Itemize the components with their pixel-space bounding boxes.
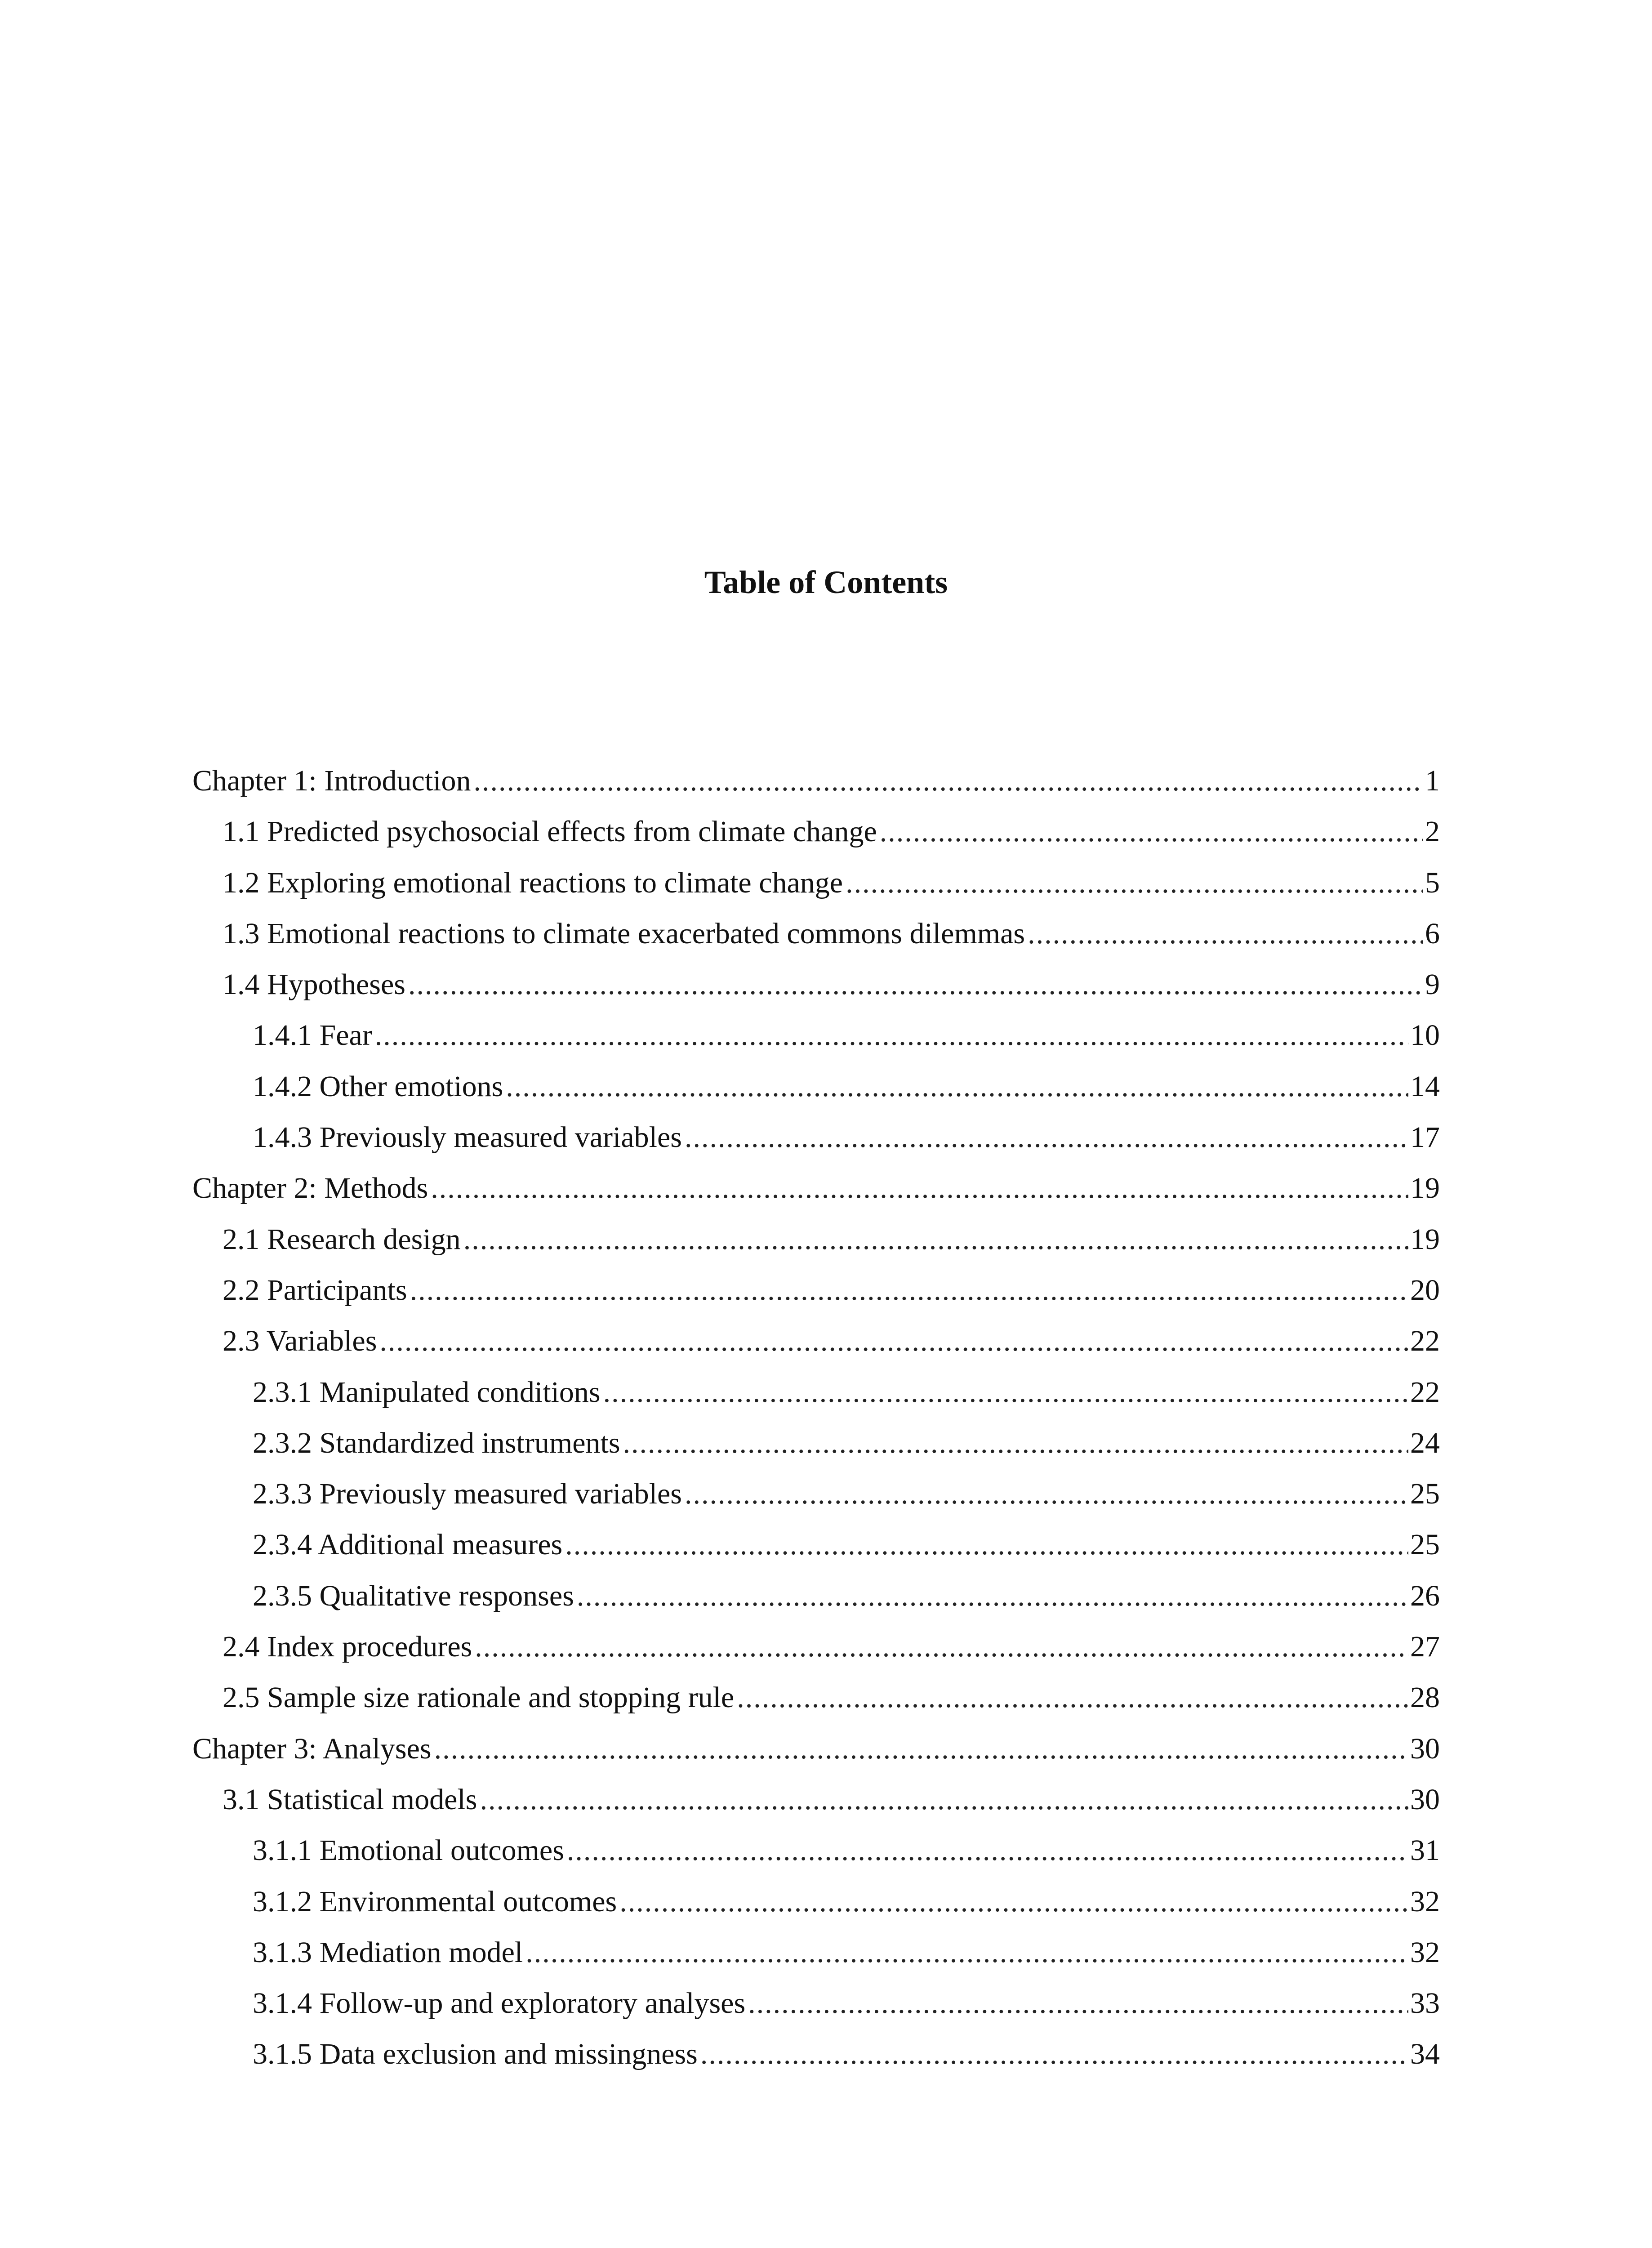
- dot-leader: [737, 1672, 1408, 1723]
- dot-leader: [565, 1519, 1408, 1570]
- toc-entry-page-number: 34: [1410, 2038, 1440, 2071]
- dot-leader: [1028, 908, 1423, 959]
- toc-entry-label: 3.1.5 Data exclusion and missingness: [253, 2038, 698, 2071]
- toc-entry-label: 1.4.2 Other emotions: [253, 1070, 503, 1103]
- toc-entry: [192, 755, 1440, 806]
- dot-leader: [685, 1468, 1408, 1519]
- toc-entry-page-number: 31: [1410, 1834, 1440, 1867]
- toc-entry: [192, 1876, 1440, 1927]
- dot-leader: [685, 1112, 1408, 1163]
- toc-entry-page-number: 30: [1410, 1783, 1440, 1816]
- toc-entry-label: 2.3.2 Standardized instruments: [253, 1426, 620, 1459]
- toc-entry-label: 1.3 Emotional reactions to climate exacerbated commons dilemmas: [223, 917, 1025, 950]
- toc-entry-label: 3.1.4 Follow-up and exploratory analyses: [253, 1987, 746, 2020]
- toc-entry-page-number: 22: [1410, 1325, 1440, 1358]
- toc-entry-page-number: 17: [1410, 1121, 1440, 1154]
- dot-leader: [506, 1061, 1408, 1112]
- toc-entry: [192, 1214, 1440, 1265]
- toc-entry-label: 2.3.4 Additional measures: [253, 1528, 563, 1561]
- toc-entry-page-number: 20: [1410, 1273, 1440, 1307]
- toc-entry-label: 1.4.3 Previously measured variables: [253, 1121, 682, 1154]
- toc-entry-page-number: 33: [1410, 1987, 1440, 2020]
- dot-leader: [434, 1723, 1408, 1774]
- toc-entry-page-number: 19: [1410, 1222, 1440, 1256]
- toc-entry: [192, 1316, 1440, 1366]
- toc-entry-label: 3.1.1 Emotional outcomes: [253, 1834, 564, 1867]
- toc-entry: [192, 1418, 1440, 1468]
- dot-leader: [700, 2029, 1408, 2079]
- toc-entry: [192, 1265, 1440, 1316]
- toc-entry-label: Chapter 3: Analyses: [192, 1732, 432, 1765]
- toc-entry-page-number: 25: [1410, 1477, 1440, 1511]
- dot-leader: [525, 1927, 1408, 1978]
- toc-entry: [192, 1570, 1440, 1621]
- toc-entry: [192, 1621, 1440, 1672]
- dot-leader: [410, 1265, 1408, 1316]
- toc-entry-page-number: 25: [1410, 1528, 1440, 1561]
- toc-entry-page-number: 19: [1410, 1172, 1440, 1205]
- toc-entry: [192, 1112, 1440, 1163]
- toc-entry-page-number: 5: [1425, 866, 1440, 899]
- dot-leader: [480, 1774, 1408, 1825]
- toc-entry-label: 2.4 Index procedures: [223, 1630, 472, 1664]
- toc-entry-page-number: 27: [1410, 1630, 1440, 1664]
- toc-list: [192, 755, 1440, 2080]
- toc-entry: [192, 1978, 1440, 2029]
- dot-leader: [475, 1621, 1408, 1672]
- toc-entry-page-number: 32: [1410, 1936, 1440, 1969]
- toc-entry-label: 1.4.1 Fear: [253, 1019, 372, 1052]
- dot-leader: [379, 1316, 1408, 1366]
- toc-entry-label: Chapter 2: Methods: [192, 1172, 428, 1205]
- toc-entry-page-number: 9: [1425, 968, 1440, 1001]
- toc-entry-label: 2.3.3 Previously measured variables: [253, 1477, 682, 1511]
- dot-leader: [619, 1876, 1408, 1927]
- toc-entry-label: 3.1.3 Mediation model: [253, 1936, 523, 1969]
- page-title: Table of Contents: [704, 564, 948, 600]
- toc-entry-label: Chapter 1: Introduction: [192, 764, 471, 797]
- toc-entry-page-number: 26: [1410, 1579, 1440, 1612]
- toc-entry: [192, 857, 1440, 908]
- dot-leader: [408, 959, 1423, 1010]
- toc-entry: [192, 806, 1440, 857]
- dot-leader: [463, 1214, 1408, 1265]
- toc-entry-page-number: 10: [1410, 1019, 1440, 1052]
- toc-entry-label: 3.1 Statistical models: [223, 1783, 477, 1816]
- toc-entry: [192, 1519, 1440, 1570]
- toc-entry-page-number: 32: [1410, 1885, 1440, 1918]
- toc-entry: [192, 959, 1440, 1010]
- toc-entry-label: 2.1 Research design: [223, 1222, 461, 1256]
- dot-leader: [880, 806, 1423, 857]
- toc-entry-label: 2.3.5 Qualitative responses: [253, 1579, 574, 1612]
- dot-leader: [567, 1825, 1408, 1876]
- toc-entry: [192, 1061, 1440, 1112]
- toc-entry: [192, 1672, 1440, 1723]
- toc-entry-label: 1.1 Predicted psychosocial effects from climate change: [223, 815, 877, 848]
- toc-entry: [192, 1723, 1440, 1774]
- toc-entry-page-number: 30: [1410, 1732, 1440, 1765]
- toc-entry-page-number: 22: [1410, 1375, 1440, 1409]
- toc-entry: [192, 1163, 1440, 1213]
- toc-entry-page-number: 6: [1425, 917, 1440, 950]
- toc-entry-label: 2.2 Participants: [223, 1273, 407, 1307]
- toc-entry: [192, 1468, 1440, 1519]
- toc-entry: [192, 1825, 1440, 1876]
- toc-entry: [192, 1010, 1440, 1061]
- dot-leader: [577, 1570, 1408, 1621]
- toc-entry-page-number: 14: [1410, 1070, 1440, 1103]
- toc-entry-page-number: 1: [1425, 764, 1440, 797]
- toc-entry-page-number: 24: [1410, 1426, 1440, 1459]
- toc-entry-label: 2.5 Sample size rationale and stopping rule: [223, 1681, 735, 1714]
- toc-entry: [192, 1367, 1440, 1418]
- toc-entry: [192, 908, 1440, 959]
- toc-entry-page-number: 28: [1410, 1681, 1440, 1714]
- toc-entry: [192, 2029, 1440, 2079]
- toc-entry: [192, 1774, 1440, 1825]
- toc-entry-label: 1.2 Exploring emotional reactions to climate change: [223, 866, 843, 899]
- dot-leader: [846, 857, 1423, 908]
- toc-entry-label: 2.3.1 Manipulated conditions: [253, 1375, 601, 1409]
- dot-leader: [431, 1163, 1408, 1213]
- toc-entry-label: 1.4 Hypotheses: [223, 968, 405, 1001]
- dot-leader: [474, 755, 1423, 806]
- dot-leader: [623, 1418, 1408, 1468]
- dot-leader: [603, 1367, 1408, 1418]
- dot-leader: [375, 1010, 1408, 1061]
- dot-leader: [748, 1978, 1408, 2029]
- toc-entry-page-number: 2: [1425, 815, 1440, 848]
- toc-entry-label: 3.1.2 Environmental outcomes: [253, 1885, 617, 1918]
- toc-entry-label: 2.3 Variables: [223, 1325, 377, 1358]
- toc-entry: [192, 1927, 1440, 1978]
